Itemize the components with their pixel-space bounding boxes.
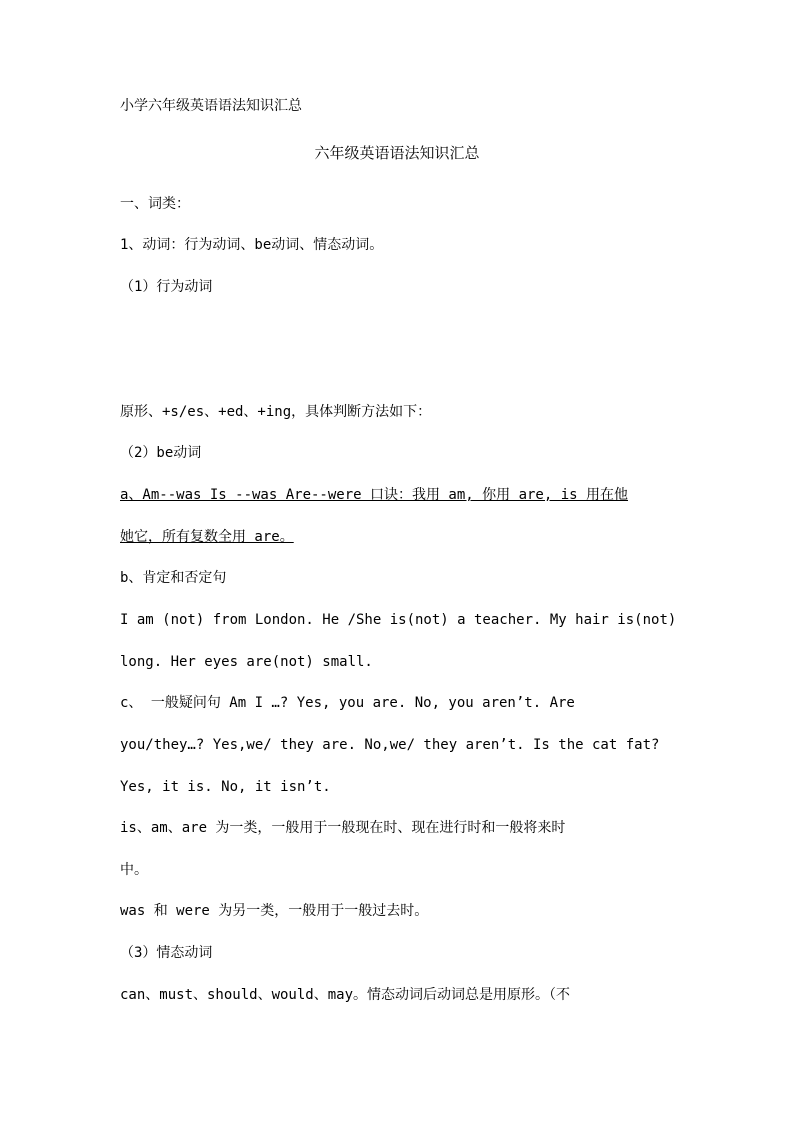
mnemonic-line: 她它，所有复数全用 are。 xyxy=(120,529,294,545)
paragraph-line: was 和 were 为另一类，一般用于一般过去时。 xyxy=(120,903,429,919)
paragraph-line: 中。 xyxy=(120,862,148,878)
example-line: I am (not) from London. He /She is(not) a teacher. My hair is(not) xyxy=(120,612,677,628)
paragraph-line: is、am、are 为一类，一般用于一般现在时、现在进行时和一般将来时 xyxy=(120,820,566,836)
paragraph-line: can、must、should、would、may。情态动词后动词总是用原形。（不 xyxy=(120,987,571,1003)
header-title: 小学六年级英语语法知识汇总 xyxy=(120,98,302,114)
paragraph-line: 原形、+s/es、+ed、+ing，具体判断方法如下： xyxy=(120,404,432,420)
example-line: c、 一般疑问句 Am I …? Yes, you are. No, you aren’t. Are xyxy=(120,695,575,711)
subheading: （1）行为动词 xyxy=(120,279,213,295)
example-line: Yes, it is. No, it isn’t. xyxy=(120,779,331,795)
subheading: （2）be动词 xyxy=(120,445,202,461)
paragraph-line: 1、动词：行为动词、be动词、情态动词。 xyxy=(120,237,384,253)
subheading: （3）情态动词 xyxy=(120,945,213,961)
section-heading: 一、词类： xyxy=(120,196,190,212)
paragraph-line: b、肯定和否定句 xyxy=(120,570,227,586)
example-line: you/they…? Yes,we/ they are. No,we/ they aren’t. Is the cat fat? xyxy=(120,737,660,753)
document-title: 六年级英语语法知识汇总 xyxy=(314,144,480,162)
example-line: long. Her eyes are(not) small. xyxy=(120,654,373,670)
mnemonic-line: a、Am--was Is --was Are--were 口诀：我用 am, 你用 are, is 用在他 xyxy=(120,487,629,503)
